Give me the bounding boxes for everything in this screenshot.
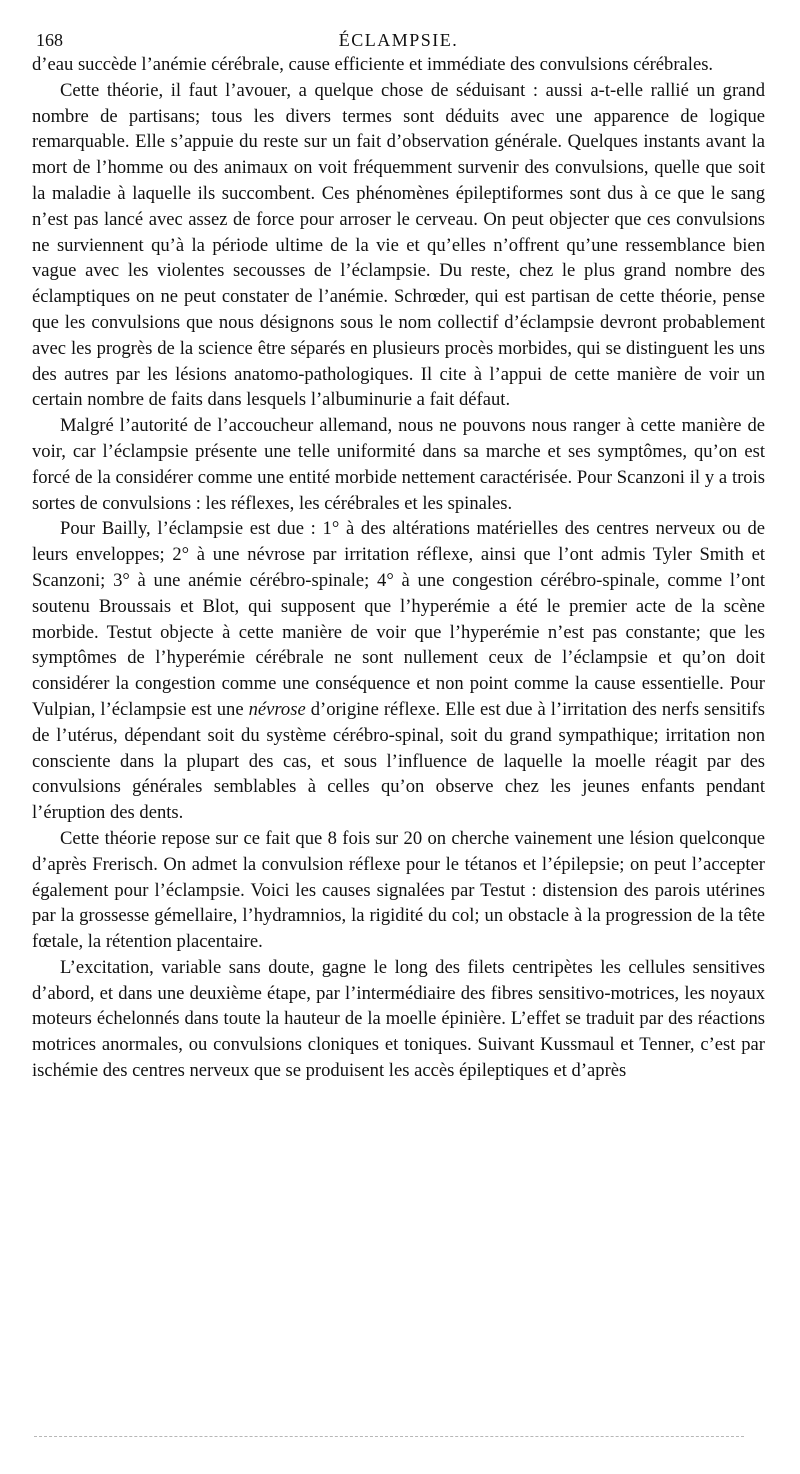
footer-rule [34,1436,744,1437]
page-number: 168 [36,30,63,50]
paragraph-bailly-text: Pour Bailly, l’éclampsie est due : 1° à des altérations matérielles des centres nerveux ou de leurs enveloppes; 2° à une névrose par irritation réflexe, ainsi que l’ont admis Tyler Smith et Scanzoni; 3° à une anémie cérébro-spinale; 4° à une congestion cérébro-spinale, comme l’ont soutenu Broussais et Blot, qui supposent que l’hyperémie a été le premier acte de la scène morbide. Testut objecte à cette manière de voir que l’hyperémie n’est pas constante; que les symptômes de l’hyperémie cérébrale ne sont nullement ceux de l’éclampsie et qu’on doit considérer la congestion comme une conséquence et non point comme la cause essentielle. Pour Vulpian, l’éclampsie est une [32,518,765,720]
paragraph-bailly [32,516,765,826]
paragraph-frerisch: Cette théorie repose sur ce fait que 8 fois sur 20 on cherche vainement une lésion quelconque d’après Frerisch. On admet la convulsion réflexe pour le tétanos et l’épilepsie; on peut l’accepter également pour l’éclampsie. Voici les causes signalées par Testut : distension des parois utérines par la grossesse gémellaire, l’hydramnios, la rigidité du col; un obstacle à la progression de la tête fœtale, la rétention placentaire. [32,827,765,953]
book-page [32,28,765,1084]
running-head [32,28,765,52]
paragraph-excitation: L’excitation, variable sans doute, gagne le long des filets centripètes les cellules sensitives d’abord, et dans une deuxième étape, par l’intermédiaire des fibres sensitivo-motrices, les noyaux moteurs échelonnés dans toute la hauteur de la moelle épinière. L’effet se traduit par des réactions motrices anormales, ou convulsions cloniques et toniques. Suivant Kussmaul et Tenner, c’est par ischémie des centres nerveux que se produisent les accès épileptiques et d’après [32,956,765,1082]
paragraph-bailly-text-end: d’origine réflexe. Elle est due à l’irritation des nerfs sensitifs de l’utérus, dépendant soit du système cérébro-spinal, soit du grand sympathique; irritation non consciente dans la plupart des cas, et sous l’influence de laquelle la moelle réagit par des convulsions générales semblables à celles qu’on observe chez les jeunes enfants pendant l’éruption des dents. [32,698,765,824]
paragraph-continuation: d’eau succède l’anémie cérébrale, cause efficiente et immédiate des convulsions cérébrales. [32,54,714,75]
emphasis-nevrose: névrose [248,698,306,720]
body-text [32,52,765,1084]
running-title: ÉCLAMPSIE. [338,30,459,50]
paragraph-scanzoni: Malgré l’autorité de l’accoucheur allemand, nous ne pouvons nous ranger à cette manière de voir, car l’éclampsie présente une telle uniformité dans sa marche et ses symptômes, qu’on est forcé de la considérer comme une entité morbide nettement caractérisée. Pour Scanzoni il y a trois sortes de convulsions : les réflexes, les cérébrales et les spinales. [32,415,765,514]
paragraph-theory: Cette théorie, il faut l’avouer, a quelque chose de séduisant : aussi a-t-elle rallié un grand nombre de partisans; tous les divers termes sont déduits avec une apparence de logique remarquable. Elle s’appuie du reste sur un fait d’observation générale. Quelques instants avant la mort de l’homme ou des animaux on voit fréquemment survenir des convulsions, quelle que soit la maladie à laquelle ils succombent. Ces phénomènes épileptiformes sont dus à ce que le sang n’est pas lancé avec assez de force pour arroser le cerveau. On peut objecter que ces convulsions ne surviennent qu’à la période ultime de la vie et qu’elles n’offrent qu’une ressemblance bien vague avec les violentes secousses de l’éclampsie. Du reste, chez le plus grand nombre des éclamptiques on ne peut constater de l’anémie. Schrœder, qui est partisan de cette théorie, pense que les convulsions que nous désignons sous le nom collectif d’éclampsie devront probablement avec les progrès de la science être séparés en plusieurs procès morbides, qui se distinguent les uns des autres par les lésions anatomo-pathologiques. Il cite à l’appui de cette manière de voir un certain nombre de faits dans lesquels l’albuminurie a fait défaut. [32,79,765,411]
